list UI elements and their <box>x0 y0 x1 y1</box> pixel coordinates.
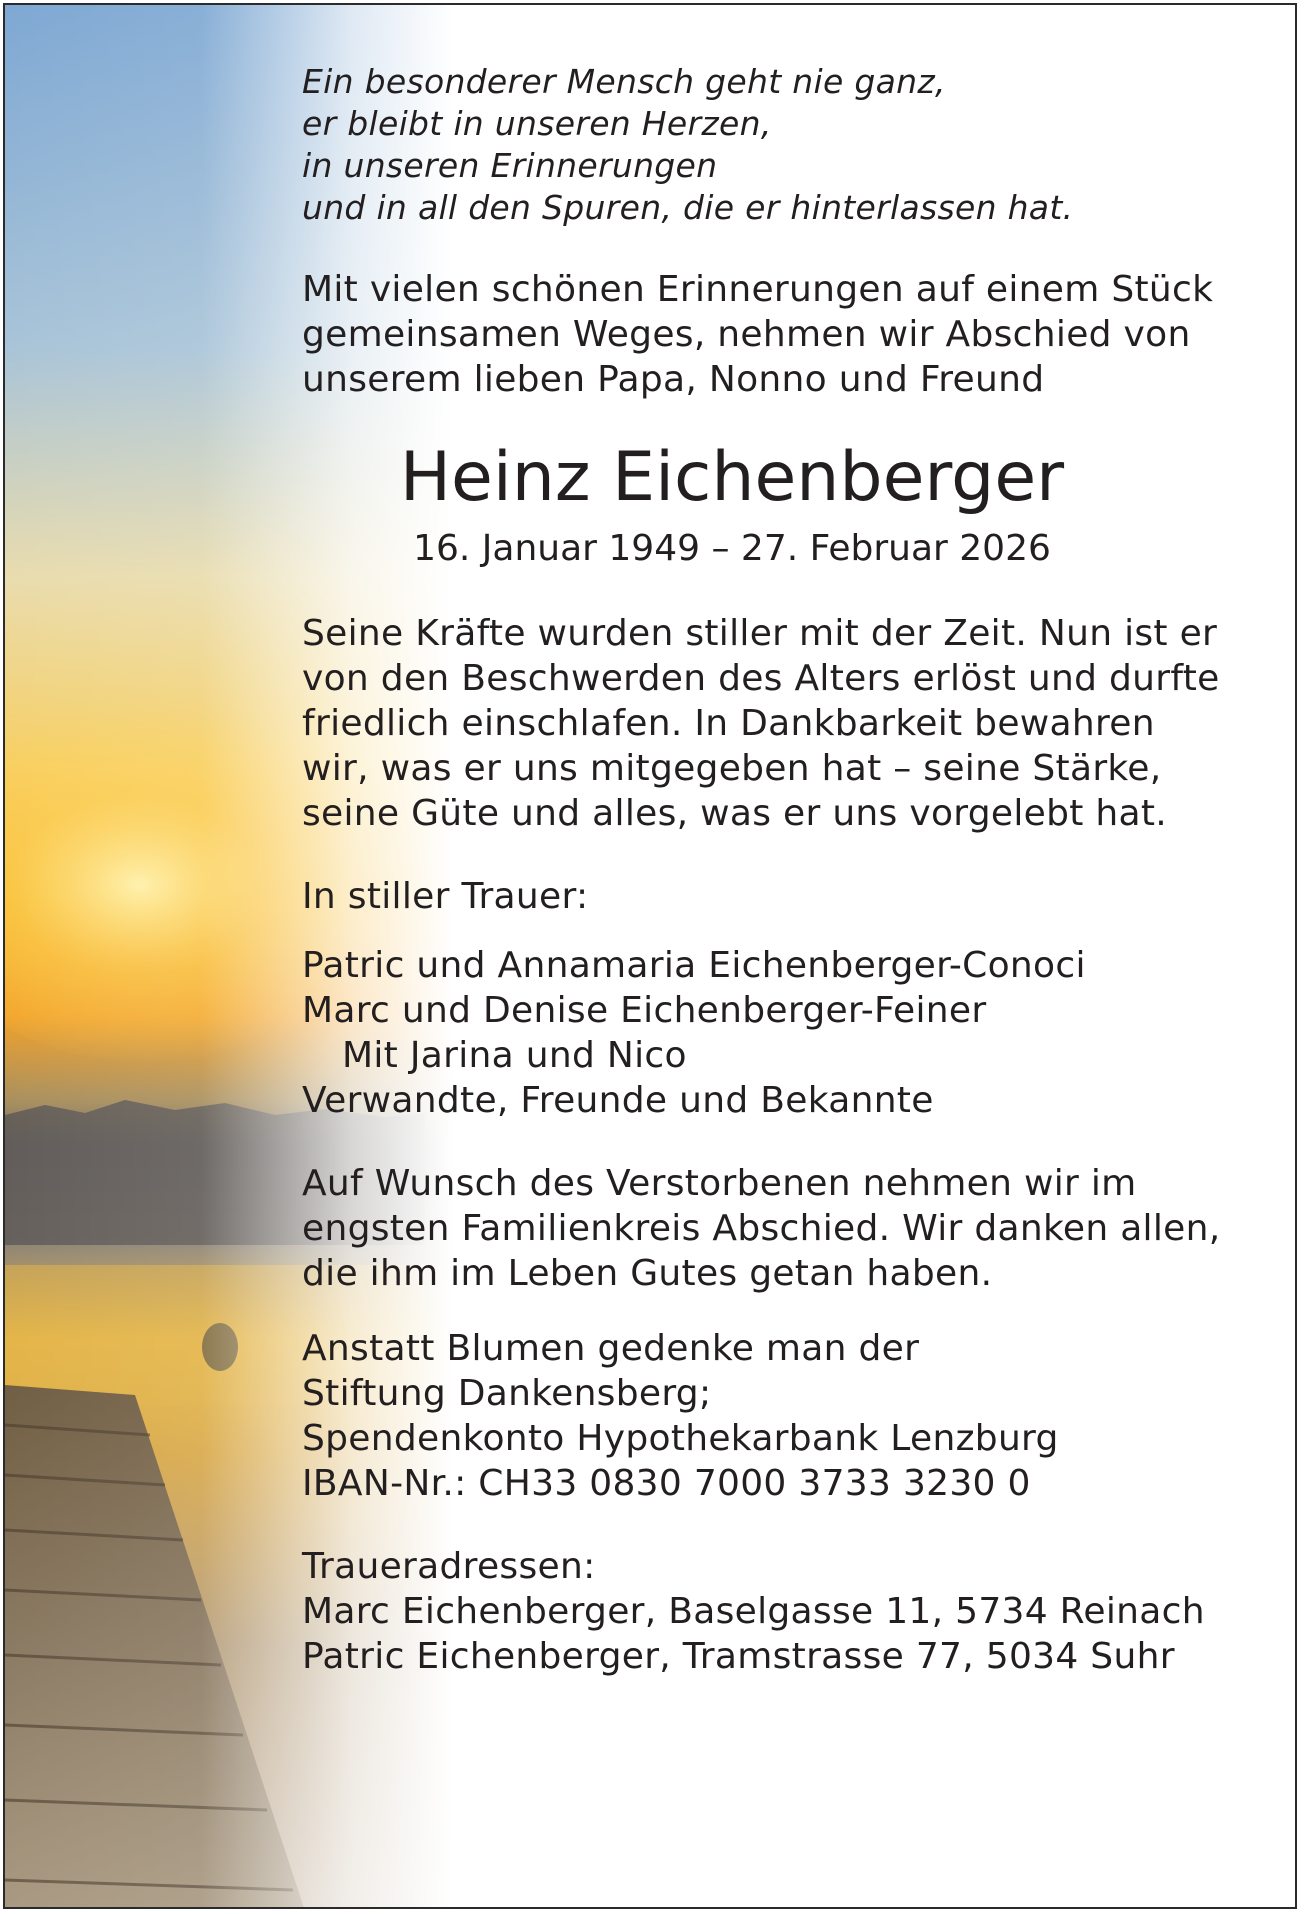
mourner-name: Mit Jarina und Nico <box>342 1035 687 1076</box>
deceased-name: Heinz Eichenberger <box>399 438 1065 517</box>
donation-line: Spendenkonto Hypothekarbank Lenzburg <box>302 1418 1059 1459</box>
farewell-paragraph <box>302 1161 1262 1296</box>
tribute-line: seine Güte und alles, was er uns vorgelebt hat. <box>302 793 1168 834</box>
tribute-line: friedlich einschlafen. In Dankbarkeit bewahren <box>302 703 1155 744</box>
iban-line: IBAN-Nr.: CH33 0830 7000 3733 3230 0 <box>302 1463 1031 1504</box>
addresses-section <box>302 1544 1262 1679</box>
quote-line: er bleibt in unseren Herzen, <box>302 104 772 143</box>
intro-line: unserem lieben Papa, Nonno und Freund <box>302 359 1045 400</box>
intro-line: gemeinsamen Weges, nehmen wir Abschied von <box>302 314 1191 355</box>
intro-line: Mit vielen schönen Erinnerungen auf einem Stück <box>302 269 1214 310</box>
quote-line: Ein besonderer Mensch geht nie ganz, <box>302 62 946 101</box>
donation-line: Stiftung Dankensberg; <box>302 1373 712 1414</box>
donation-paragraph <box>302 1326 1262 1506</box>
tribute-line: wir, was er uns mitgegeben hat – seine Stärke, <box>302 748 1162 789</box>
mourner-name: Marc und Denise Eichenberger-Feiner <box>302 990 987 1031</box>
mourners-heading: In stiller Trauer: <box>302 876 589 917</box>
address-line: Patric Eichenberger, Tramstrasse 77, 5034 Suhr <box>302 1636 1175 1677</box>
intro-paragraph <box>302 267 1262 402</box>
quote-line: in unseren Erinnerungen <box>302 146 718 185</box>
addresses-heading: Traueradressen: <box>302 1546 596 1587</box>
quote-line: und in all den Spuren, die er hinterlassen hat. <box>302 188 1074 227</box>
tribute-paragraph <box>302 611 1262 836</box>
farewell-line: Auf Wunsch des Verstorbenen nehmen wir im <box>302 1163 1137 1204</box>
obituary-text <box>302 61 1262 1679</box>
mourner-name: Patric und Annamaria Eichenberger-Conoci <box>302 945 1086 986</box>
mourners-list <box>302 943 1262 1123</box>
tribute-line: Seine Kräfte wurden stiller mit der Zeit. Nun ist er <box>302 613 1218 654</box>
opening-quote <box>302 61 1262 229</box>
life-dates: 16. Januar 1949 – 27. Februar 2026 <box>413 528 1051 569</box>
obituary-frame <box>3 3 1297 1909</box>
donation-line: Anstatt Blumen gedenke man der <box>302 1328 920 1369</box>
address-line: Marc Eichenberger, Baselgasse 11, 5734 Reinach <box>302 1591 1205 1632</box>
farewell-line: die ihm im Leben Gutes getan haben. <box>302 1253 993 1294</box>
mourner-name: Verwandte, Freunde und Bekannte <box>302 1080 934 1121</box>
farewell-line: engsten Familienkreis Abschied. Wir danken allen, <box>302 1208 1221 1249</box>
tribute-line: von den Beschwerden des Alters erlöst und durfte <box>302 658 1220 699</box>
